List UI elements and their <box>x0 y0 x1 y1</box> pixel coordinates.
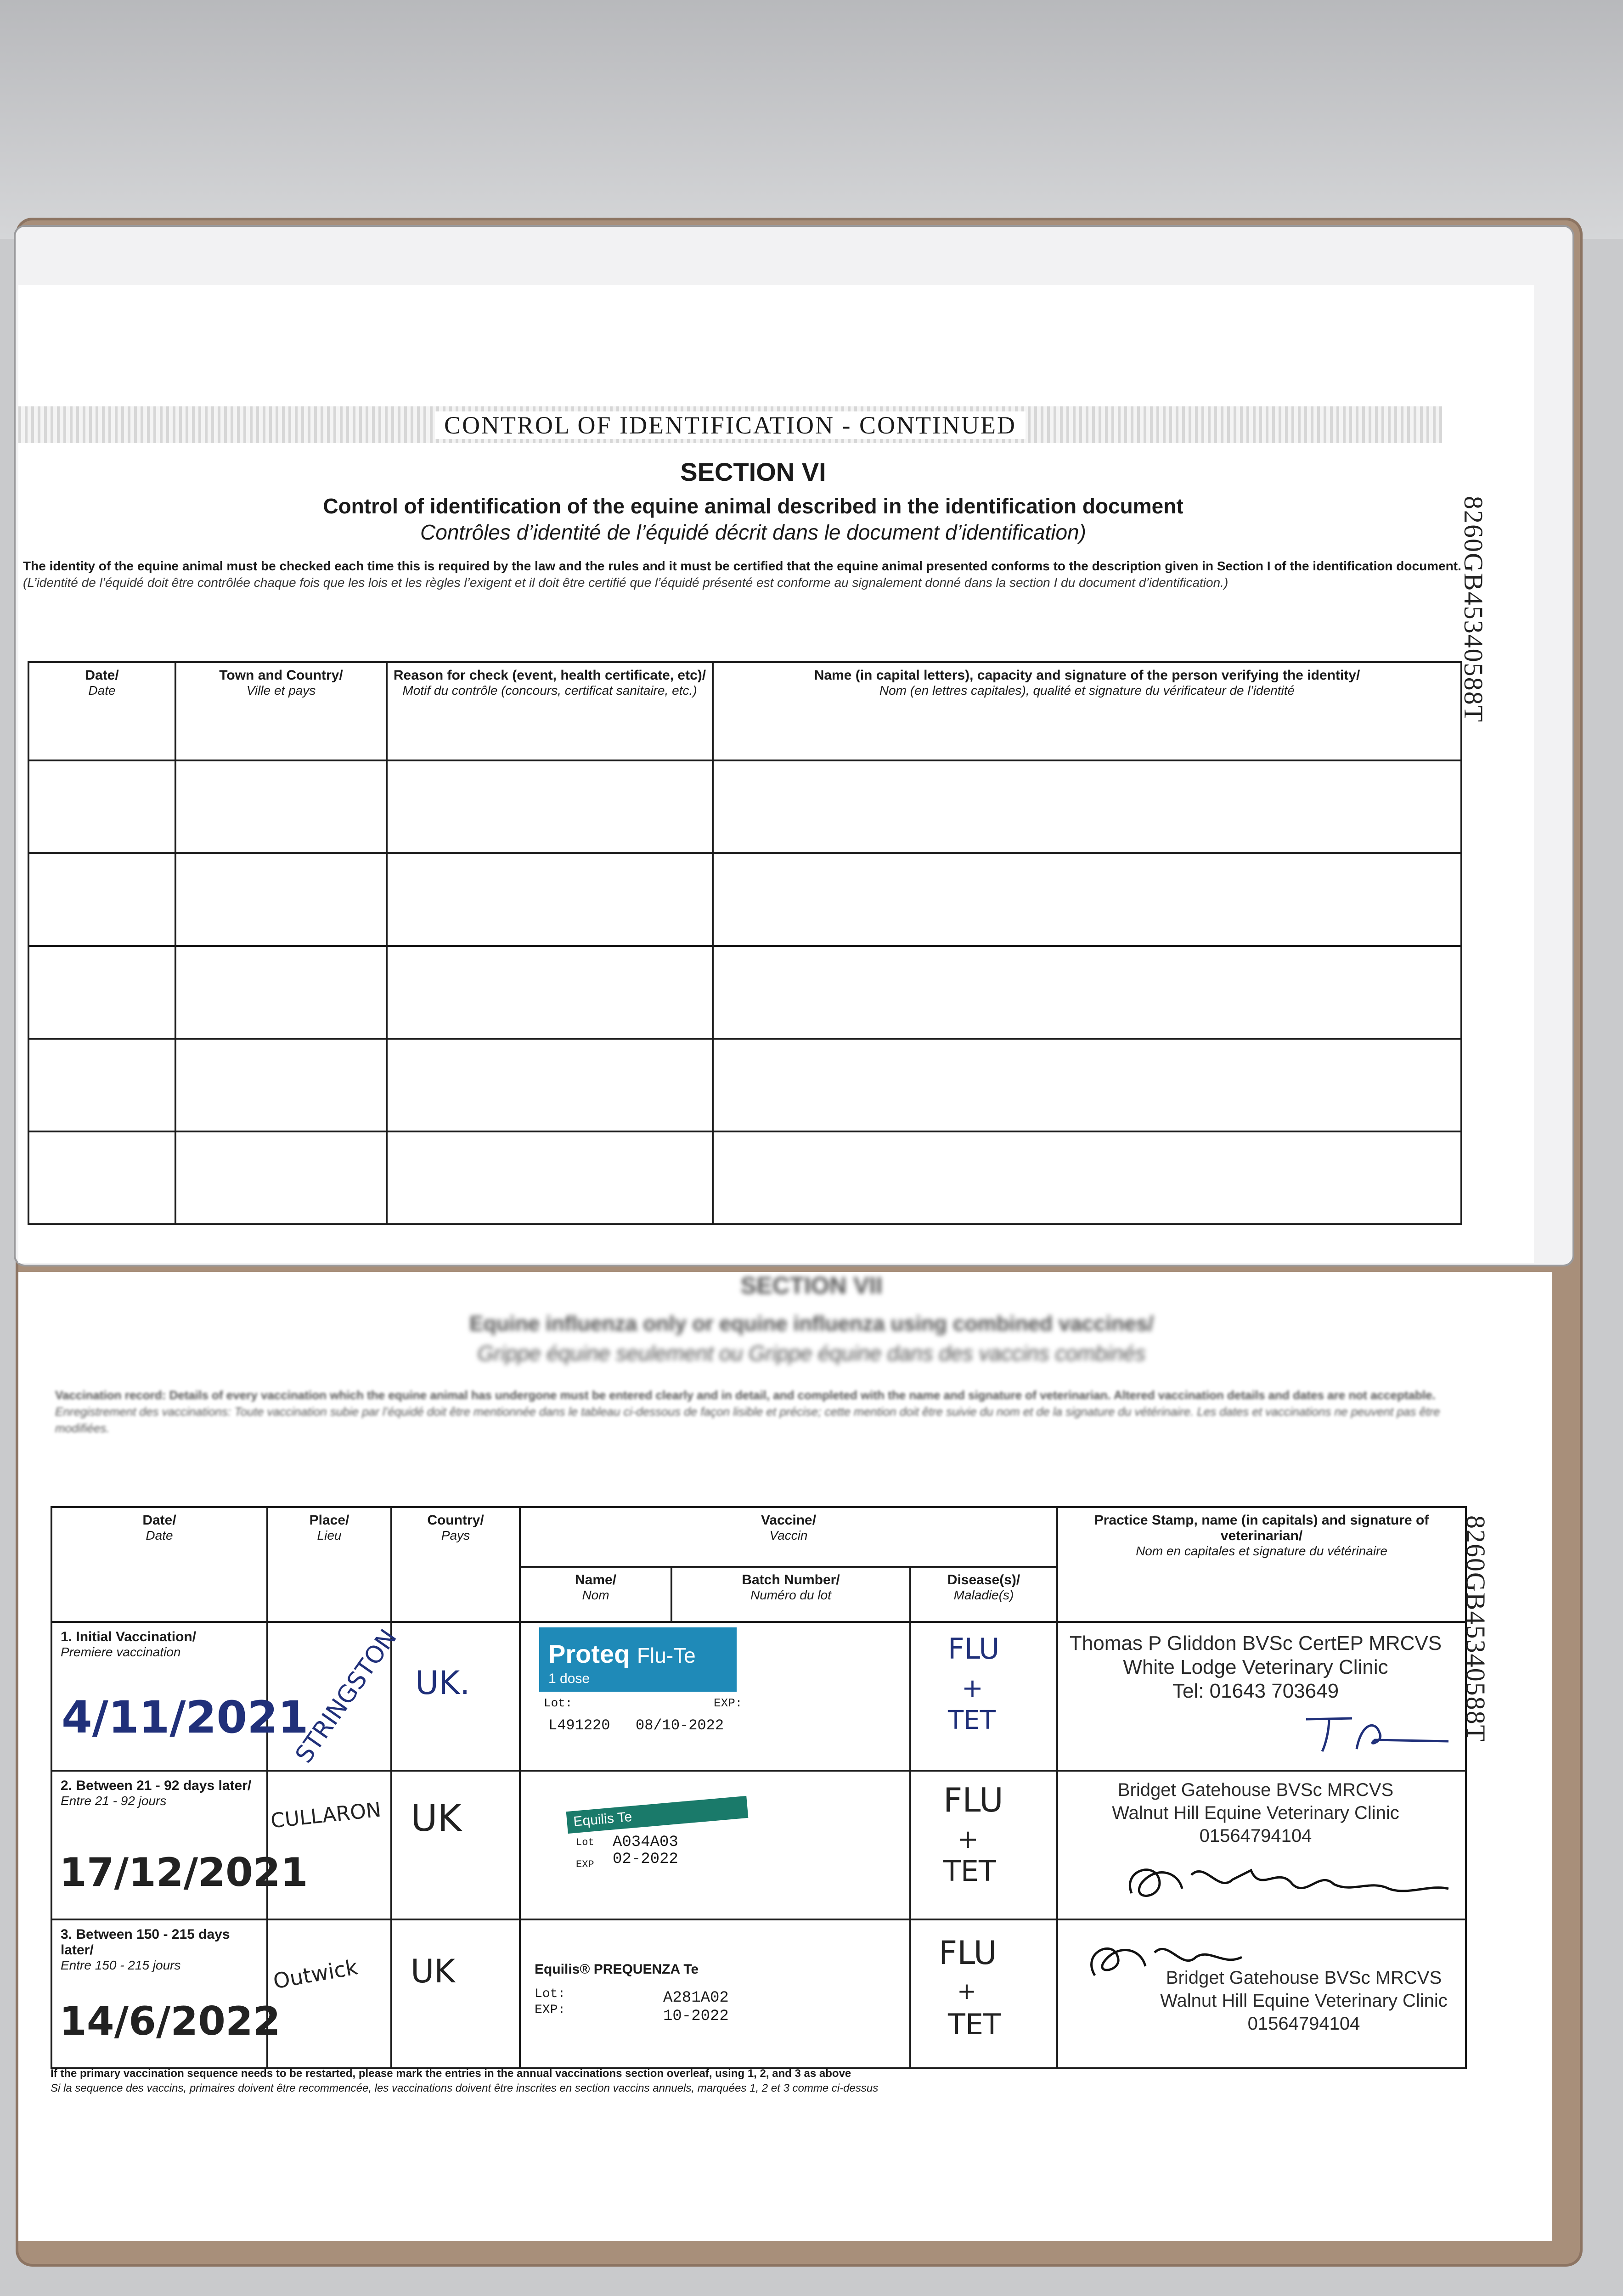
section-vi-subtitle-en: Control of identification of the equine animal described in the identification document <box>323 494 1183 518</box>
country-cell[interactable] <box>391 1919 520 2068</box>
disease-line-3: TET <box>948 2008 1001 2041</box>
vaccine-sticker-proteq <box>539 1627 743 1742</box>
serial-number-top: 8260GB45340588T <box>1459 496 1488 723</box>
empty-cell[interactable] <box>175 1039 387 1131</box>
empty-cell[interactable] <box>28 1039 175 1131</box>
section-vii-subtitle-fr: Grippe équine seulement ou Grippe équine dans des vaccins combinés <box>477 1341 1146 1365</box>
practice-stamp-cell[interactable] <box>1057 1622 1466 1771</box>
country-cell[interactable] <box>391 1622 520 1771</box>
section-vi-intro <box>23 558 1465 591</box>
table-row <box>28 760 1461 853</box>
disease-cell[interactable] <box>910 1622 1057 1771</box>
col-reason: Reason for check (event, health certificate, etc)/ Motif du contrôle (concours, certificat sanitaire, etc.) <box>387 662 713 760</box>
section-vi-title: SECTION VI <box>680 457 826 486</box>
col-date: Date/ Date <box>28 662 175 760</box>
handwritten-place: STRINGSTON <box>290 1624 403 1768</box>
col-practice-stamp: Practice Stamp, name (in capitals) and signature of veterinarian/ Nom en capitales et signature du vétérinaire <box>1057 1507 1466 1622</box>
exp-label: EXP: <box>714 1696 743 1710</box>
vaccination-intro-fr: Enregistrement des vaccinations: Toute vaccination subie par l’équidé doit être mentionnée dans le tableau ci-dessous de façon lisible et précise; cette mention doit être suivie du nom et de la signature du vétérinaire. Les dates et vaccinations ne peuvent pas être modifiées. <box>55 1405 1440 1435</box>
scanner-background <box>0 0 1623 239</box>
vet-practice: Walnut Hill Equine Veterinary Clinic <box>1112 1803 1399 1823</box>
vaccine-brand: Equilis® PREQUENZA Te <box>535 1962 699 1977</box>
footnote-en: If the primary vaccination sequence needs to be restarted, please mark the entries in the annual vaccinations section overleaf, using 1, 2, and 3 as above <box>51 2067 851 2080</box>
handwritten-date: 4/11/2021 <box>62 1692 309 1743</box>
vaccine-label-cell[interactable] <box>520 1622 910 1771</box>
handwritten-date: 17/12/2021 <box>59 1850 308 1896</box>
intro-fr: (L’identité de l’équidé doit être contrôlée chaque fois que les lois et les règles l’exigent et il doit être certifié que l’équidé présenté est conforme au signalement donné dans la section I du document d’identification.) <box>23 575 1229 590</box>
empty-cell[interactable] <box>387 760 713 853</box>
lot-label: Lot: <box>544 1696 573 1710</box>
identity-check-table <box>28 661 1462 1225</box>
handwritten-date: 14/6/2022 <box>59 1998 281 2044</box>
practice-stamp-cell[interactable] <box>1057 1919 1466 2068</box>
lot-number: A034A03 <box>613 1834 678 1851</box>
vet-name: Thomas P Gliddon BVSc CertEP MRCVS <box>1069 1632 1442 1654</box>
table-row <box>28 1039 1461 1131</box>
date-cell[interactable] <box>51 1919 281 2068</box>
disease-cell[interactable] <box>910 1919 1057 2068</box>
section-vii-subtitle-en: Equine influenza only or equine influenza using combined vaccines/ <box>469 1311 1154 1335</box>
vaccine-variant: Flu-Te <box>637 1643 696 1667</box>
empty-cell[interactable] <box>28 853 175 946</box>
vaccine-label-cell[interactable] <box>520 1919 910 2068</box>
table-row <box>28 1131 1461 1224</box>
empty-cell[interactable] <box>175 1131 387 1224</box>
vaccine-brand: Proteq <box>548 1639 630 1668</box>
col-town-country: Town and Country/ Ville et pays <box>175 662 387 760</box>
empty-cell[interactable] <box>713 760 1461 853</box>
col-country: Country/ Pays <box>391 1507 520 1622</box>
exp-label: EXP: <box>535 2003 566 2017</box>
disease-line-2: + <box>962 1673 983 1703</box>
vet-signature <box>1113 1852 1453 1909</box>
practice-stamp-cell[interactable] <box>1057 1771 1466 1919</box>
expiry-date: 08/10-2022 <box>636 1717 724 1734</box>
date-cell[interactable] <box>51 1622 309 1771</box>
vet-practice: White Lodge Veterinary Clinic <box>1123 1656 1388 1678</box>
empty-cell[interactable] <box>387 1131 713 1224</box>
place-cell[interactable] <box>267 1771 391 1919</box>
lot-number: L491220 <box>548 1717 610 1734</box>
handwritten-country: UK <box>411 1953 456 1990</box>
control-banner-title: CONTROL OF IDENTIFICATION - CONTINUED <box>18 411 1442 439</box>
section-vii-title: SECTION VII <box>740 1272 883 1299</box>
empty-cell[interactable] <box>713 853 1461 946</box>
empty-cell[interactable] <box>387 946 713 1039</box>
expiry-date: 10-2022 <box>663 2008 729 2025</box>
vaccine-sticker-equilis <box>567 1795 760 1882</box>
vaccination-row-3 <box>51 1919 1466 2068</box>
handwritten-country: UK <box>411 1797 462 1840</box>
intro-en: The identity of the equine animal must be checked each time this is required by the law and the rules and it must be certified that the equine animal presented conforms to the description given in Section I of the identification document. <box>23 559 1461 573</box>
section-vi-subtitle-fr: Contrôles d’identité de l’équidé décrit dans le document d’identification) <box>420 520 1086 544</box>
col-vaccine: Vaccine/ Vaccin <box>520 1507 1057 1567</box>
vet-practice: Walnut Hill Equine Veterinary Clinic <box>1160 1991 1448 2011</box>
expiry-date: 02-2022 <box>613 1851 678 1868</box>
vet-name: Bridget Gatehouse BVSc MRCVS <box>1117 1780 1394 1800</box>
empty-cell[interactable] <box>713 1039 1461 1131</box>
empty-cell[interactable] <box>387 1039 713 1131</box>
empty-cell[interactable] <box>175 760 387 853</box>
vaccine-brand: Equilis <box>573 1811 615 1829</box>
lot-number: A281A02 <box>663 1989 729 2007</box>
disease-line-1: FLU <box>939 1934 997 1972</box>
vet-phone: Tel: 01643 703649 <box>1172 1680 1339 1702</box>
row-label: 3. Between 150 - 215 days later/ <box>61 1927 230 1958</box>
vaccination-row-1 <box>51 1622 1466 1771</box>
row-label-fr: Entre 21 - 92 jours <box>61 1794 167 1808</box>
empty-cell[interactable] <box>713 1131 1461 1224</box>
exp-label: EXP <box>576 1859 594 1870</box>
col-vaccine-name: Name/ Nom <box>520 1567 671 1622</box>
empty-cell[interactable] <box>175 853 387 946</box>
vet-phone: 01564794104 <box>1247 2014 1360 2034</box>
col-date: Date/ Date <box>51 1507 267 1622</box>
handwritten-place: Outwick <box>271 1954 360 1994</box>
col-diseases: Disease(s)/ Maladie(s) <box>910 1567 1057 1622</box>
date-cell[interactable] <box>51 1771 308 1919</box>
disease-line-1: FLU <box>943 1781 1003 1819</box>
disease-line-2: + <box>957 1824 979 1854</box>
handwritten-country: UK. <box>415 1664 470 1702</box>
footnote <box>51 2066 1474 2096</box>
vaccine-variant: Te <box>617 1809 633 1826</box>
vaccine-label-cell[interactable] <box>520 1771 910 1919</box>
vet-phone: 01564794104 <box>1199 1826 1312 1846</box>
footnote-fr: Si la sequence des vaccins, primaires doivent être recommencée, les vaccinations doivent être inscrites en section vaccins annuels, marquées 1, 2 et 3 comme ci-dessus <box>51 2082 879 2094</box>
row-label-fr: Premiere vaccination <box>61 1645 181 1659</box>
country-cell[interactable] <box>391 1771 520 1919</box>
vaccine-dose: 1 dose <box>548 1671 590 1686</box>
empty-cell[interactable] <box>713 946 1461 1039</box>
table-row <box>28 946 1461 1039</box>
place-cell[interactable] <box>267 1622 403 1771</box>
table-row <box>28 853 1461 946</box>
empty-cell[interactable] <box>28 760 175 853</box>
row-label-fr: Entre 150 - 215 jours <box>61 1958 181 1972</box>
empty-cell[interactable] <box>387 853 713 946</box>
disease-line-1: FLU <box>948 1632 1000 1666</box>
disease-line-2: + <box>957 1978 976 2004</box>
vaccination-intro-en: Vaccination record: Details of every vaccination which the equine animal has undergone must be entered clearly and in detail, and completed with the name and signature of veterinarian. Altered vaccination details and dates are not acceptable. <box>55 1388 1436 1402</box>
col-place: Place/ Lieu <box>267 1507 391 1622</box>
row-label: 2. Between 21 - 92 days later/ <box>61 1778 252 1793</box>
empty-cell[interactable] <box>28 1131 175 1224</box>
vet-signature <box>1297 1705 1453 1756</box>
vaccine-sticker-prequenza <box>530 1962 787 2049</box>
empty-cell[interactable] <box>28 946 175 1039</box>
empty-cell[interactable] <box>175 946 387 1039</box>
lot-label: Lot: <box>535 1987 566 2001</box>
disease-line-3: TET <box>943 1854 996 1888</box>
vaccination-table <box>51 1506 1467 2069</box>
vaccination-row-2 <box>51 1771 1466 1919</box>
disease-cell[interactable] <box>910 1771 1057 1919</box>
section-vii-intro <box>55 1387 1456 1436</box>
place-cell[interactable] <box>267 1919 391 2068</box>
disease-line-3: TET <box>948 1705 996 1735</box>
serial-number-bottom: 8260GB45340588T <box>1461 1515 1491 1742</box>
vet-name: Bridget Gatehouse BVSc MRCVS <box>1166 1968 1442 1988</box>
col-verifier: Name (in capital letters), capacity and signature of the person verifying the identity/ Nom (en lettres capitales), qualité et signature du vérificateur de l’identité <box>713 662 1461 760</box>
section-vi-page <box>18 285 1534 1263</box>
lot-label: Lot <box>576 1837 594 1848</box>
handwritten-place: CULLARON <box>269 1798 383 1833</box>
col-batch-number: Batch Number/ Numéro du lot <box>671 1567 910 1622</box>
row-label: 1. Initial Vaccination/ <box>61 1629 197 1644</box>
